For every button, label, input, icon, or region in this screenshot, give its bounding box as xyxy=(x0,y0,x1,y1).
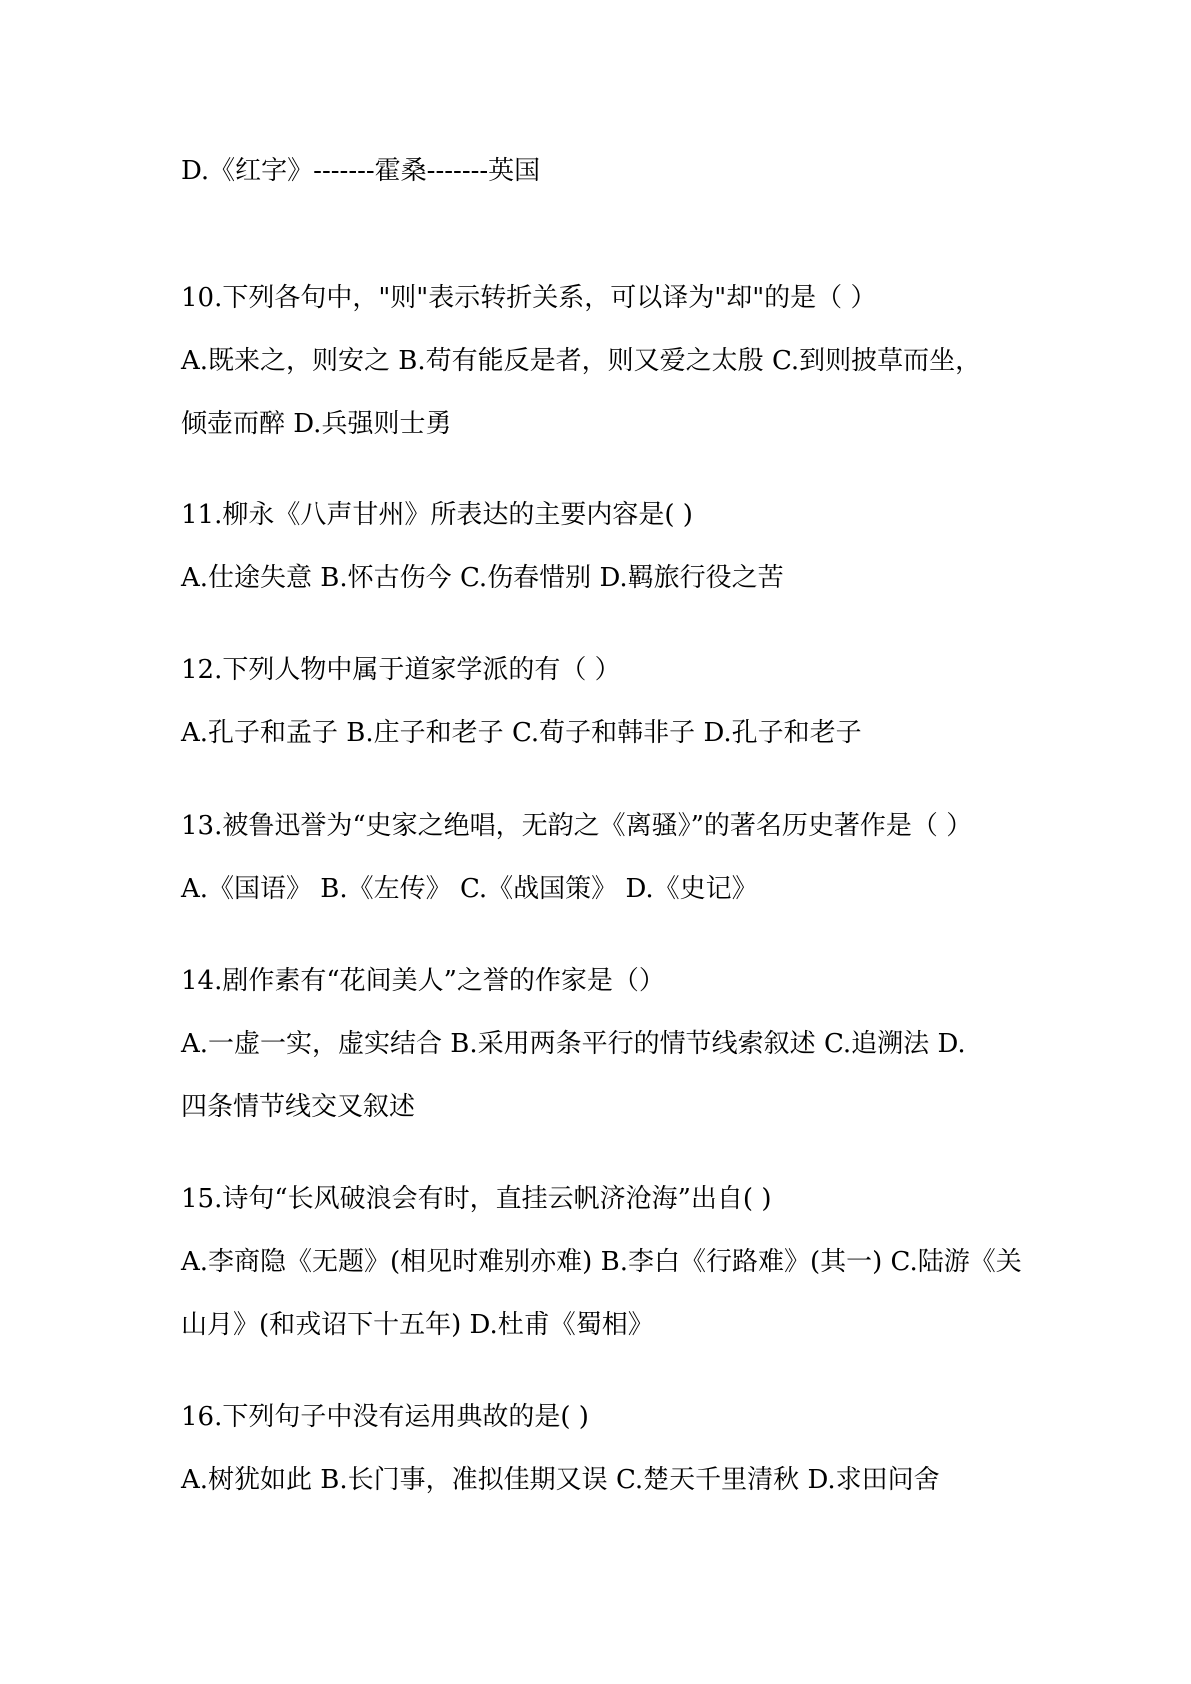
options-q10-line1: A.既来之，则安之 B.苟有能反是者，则又爱之太殷 C.到则披草而坐， xyxy=(181,346,982,376)
options-q13: A.《国语》 B.《左传》 C.《战国策》 D.《史记》 xyxy=(181,874,758,904)
question-15: 15.诗句“长风破浪会有时，直挂云帆济沧海”出自( ) xyxy=(181,1184,772,1214)
options-q11: A.仕途失意 B.怀古伤今 C.伤春惜别 D.羁旅行役之苦 xyxy=(181,563,784,593)
options-q12: A.孔子和孟子 B.庄子和老子 C.荀子和韩非子 D.孔子和老子 xyxy=(181,718,862,748)
options-q15-line1: A.李商隐《无题》(相见时难别亦难) B.李白《行路难》(其一) C.陆游《关 xyxy=(181,1247,1022,1277)
question-12: 12.下列人物中属于道家学派的有（ ） xyxy=(181,655,621,685)
question-16: 16.下列句子中没有运用典故的是( ) xyxy=(181,1402,589,1432)
question-10: 10.下列各句中，"则"表示转折关系，可以译为"却"的是（ ） xyxy=(181,283,877,313)
options-q14-line1: A.一虚一实，虚实结合 B.采用两条平行的情节线索叙述 C.追溯法 D. xyxy=(181,1029,966,1059)
options-q16: A.树犹如此 B.长门事，准拟佳期又误 C.楚天千里清秋 D.求田问舍 xyxy=(181,1465,940,1495)
question-14: 14.剧作素有“花间美人”之誉的作家是（） xyxy=(181,966,665,996)
options-q15-line2: 山月》(和戎诏下十五年) D.杜甫《蜀相》 xyxy=(181,1310,654,1340)
question-11: 11.柳永《八声甘州》所表达的主要内容是( ) xyxy=(181,500,693,530)
options-q10-line2: 倾壶而醉 D.兵强则士勇 xyxy=(181,409,452,439)
question-13: 13.被鲁迅誉为“史家之绝唱，无韵之《离骚》”的著名历史著作是（ ） xyxy=(181,811,973,841)
option-d-q9: D.《红字》-------霍桑-------英国 xyxy=(181,156,541,186)
options-q14-line2: 四条情节线交叉叙述 xyxy=(181,1092,416,1122)
